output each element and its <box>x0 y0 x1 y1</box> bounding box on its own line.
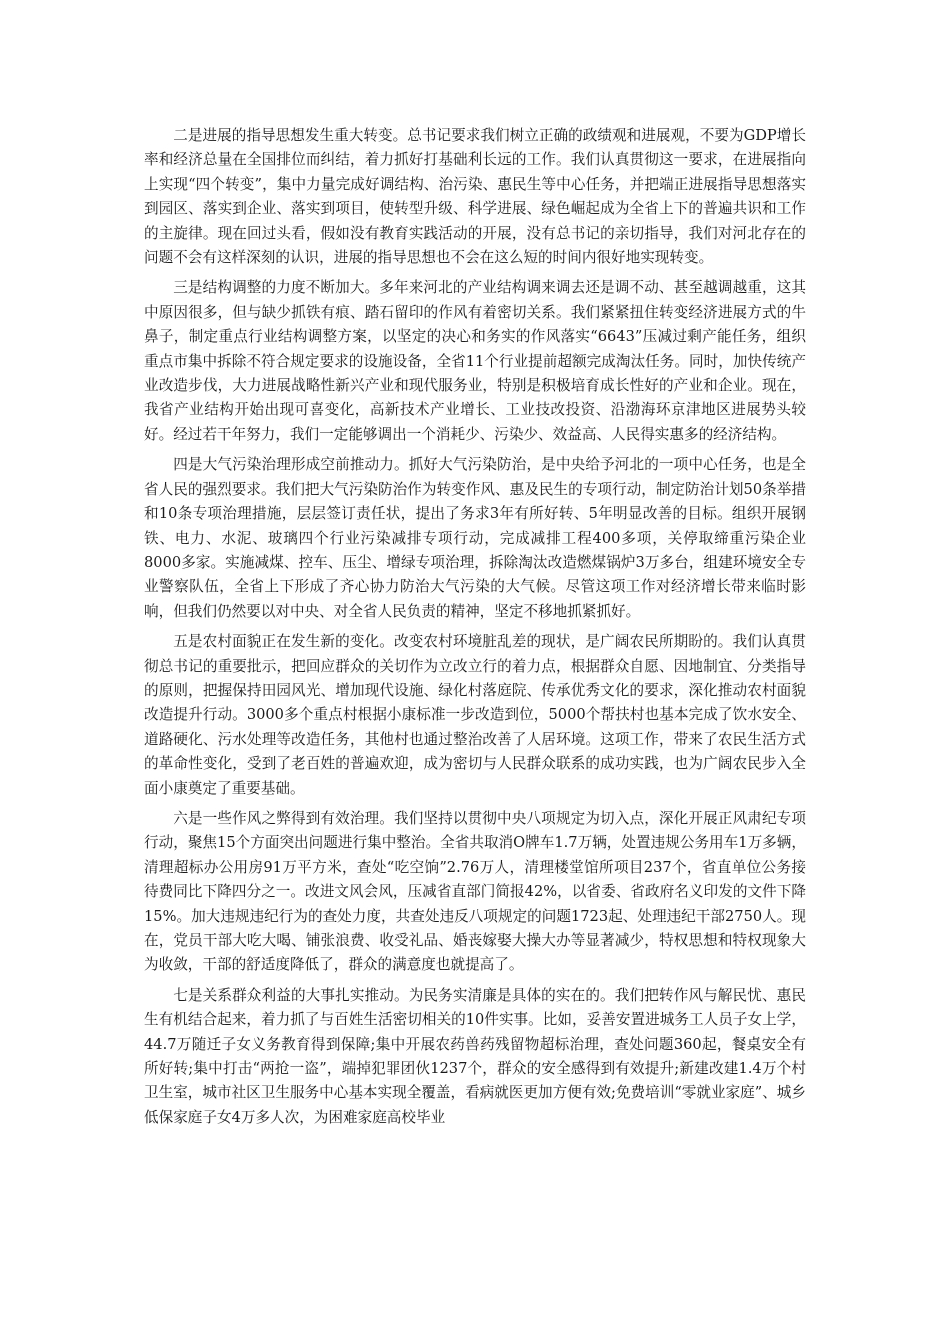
document-body <box>144 124 806 1130</box>
paragraph-3-structure-adjustment: 三是结构调整的力度不断加大。多年来河北的产业结构调来调去还是调不动、甚至越调越重，这其中原因很多，但与缺少抓铁有痕、踏石留印的作风有着密切关系。我们紧紧扭住转变经济进展方式的牛鼻子，制定重点行业结构调整方案，以坚定的决心和务实的作风落实“6643”压减过剩产能任务，组织重点市集中拆除不符合规定要求的设施设备，全省11个行业提前超额完成淘汰任务。同时，加快传统产业改造步伐，大力进展战略性新兴产业和现代服务业，特别是积极培育成长性好的产业和企业。现在，我省产业结构开始出现可喜变化，高新技术产业增长、工业技改投资、沿渤海环京津地区进展势头较好。经过若干年努力，我们一定能够调出一个消耗少、污染少、效益高、人民得实惠多的经济结构。 <box>144 279 806 443</box>
paragraph-5-rural-changes: 五是农村面貌正在发生新的变化。改变农村环境脏乱差的现状，是广阔农民所期盼的。我们认真贯彻总书记的重要批示，把回应群众的关切作为立改立行的着力点，根据群众自愿、因地制宜、分类指导的原则，把握保持田园风光、增加现代设施、绿化村落庭院、传承优秀文化的要求，深化推动农村面貌改造提升行动。3000多个重点村根据小康标准一步改造到位，5000个帮扶村也基本完成了饮水安全、道路硬化、污水处理等改造任务，其他村也通过整治改善了人居环境。这项工作，带来了农民生活方式的革命性变化，受到了老百姓的普遍欢迎，成为密切与人民群众联系的成功实践，也为广阔农民步入全面小康奠定了重要基础。 <box>144 633 806 797</box>
paragraph-7-public-interest: 七是关系群众利益的大事扎实推动。为民务实清廉是具体的实在的。我们把转作风与解民忧、惠民生有机结合起来，着力抓了与百姓生活密切相关的10件实事。比如，妥善安置进城务工人员子女上学，44.7万随迁子女义务教育得到保障;集中开展农药兽药残留物超标治理，查处问题360起，餐桌安全有所好转;集中打击“两抢一盗”，端掉犯罪团伙1237个，群众的安全感得到有效提升;新建改建1.4万个村卫生室，城市社区卫生服务中心基本实现全覆盖，看病就医更加方便有效;免费培训“零就业家庭”、城乡低保家庭子女4万多人次，为困难家庭高校毕业 <box>144 986 806 1126</box>
paragraph-2-guiding-thought: 二是进展的指导思想发生重大转变。总书记要求我们树立正确的政绩观和进展观，不要为GDP增长率和经济总量在全国排位而纠结，着力抓好打基础利长远的工作。我们认真贯彻这一要求，在进展指向上实现“四个转变”，集中力量完成好调结构、治污染、惠民生等中心任务，并把端正进展指导思想落实到园区、落实到企业、落实到项目，使转型升级、科学进展、绿色崛起成为全省上下的普遍共识和工作的主旋律。现在回过头看，假如没有教育实践活动的开展，没有总书记的亲切指导，我们对河北存在的问题不会有这样深刻的认识，进展的指导思想也不会在这么短的时间内很好地实现转变。 <box>144 127 806 267</box>
paragraph-6-work-style: 六是一些作风之弊得到有效治理。我们坚持以贯彻中央八项规定为切入点，深化开展正风肃纪专项行动，聚焦15个方面突出问题进行集中整治。全省共取消O牌车1.7万辆，处置违规公务用车1万多辆，清理超标办公用房91万平方米，查处“吃空饷”2.76万人，清理楼堂馆所项目237个，省直单位公务接待费同比下降四分之一。改进文风会风，压减省直部门简报42%，以省委、省政府名义印发的文件下降15%。加大违规违纪行为的查处力度，共查处违反八项规定的问题1723起、处理违纪干部2750人。现在，党员干部大吃大喝、铺张浪费、收受礼品、婚丧嫁娶大操大办等显著减少，特权思想和特权现象大为收敛，干部的舒适度降低了，群众的满意度也就提高了。 <box>144 809 806 974</box>
paragraph-4-air-pollution: 四是大气污染治理形成空前推动力。抓好大气污染防治，是中央给予河北的一项中心任务，也是全省人民的强烈要求。我们把大气污染防治作为转变作风、惠及民生的专项行动，制定防治计划50条举措和10条专项治理措施，层层签订责任状，提出了务求3年有所好转、5年明显改善的目标。组织开展钢铁、电力、水泥、玻璃四个行业污染减排专项行动，完成减排工程400多项，关停取缔重污染企业8000多家。实施减煤、控车、压尘、增绿专项治理，拆除淘汰改造燃煤锅炉3万多台，组建环境安全专业警察队伍，全省上下形成了齐心协力防治大气污染的大气候。尽管这项工作对经济增长带来临时影响，但我们仍然要以对中央、对全省人民负责的精神，坚定不移地抓紧抓好。 <box>144 456 806 620</box>
